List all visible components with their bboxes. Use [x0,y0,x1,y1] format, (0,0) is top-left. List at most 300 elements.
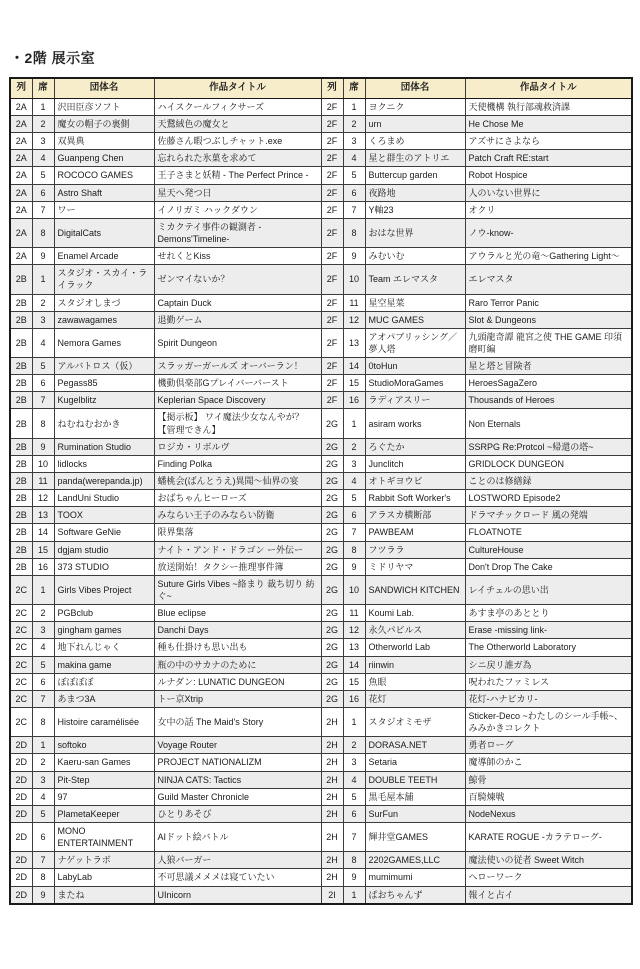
seat-number-right: 7 [343,201,365,218]
group-name-left: LabyLab [54,869,154,886]
group-name-right: ぱおちゃんず [365,886,465,904]
work-title-right: Don't Drop The Cake [465,558,632,575]
group-name-right: おはな世界 [365,218,465,247]
work-title-left: ルナダン: LUNATIC DUNGEON [154,673,321,690]
seat-number-left: 6 [32,823,54,852]
row-column-right: 2F [321,294,343,311]
seat-number-left: 8 [32,869,54,886]
row-column-left: 2B [10,265,32,294]
work-title-left: UInicorn [154,886,321,904]
row-column-left: 2A [10,150,32,167]
work-title-left: 不可思議メメメは寝ていたい [154,869,321,886]
work-title-left: おばちゃんヒーローズ [154,490,321,507]
row-column-left: 2B [10,455,32,472]
exhibitor-table [9,77,633,905]
table-row [10,218,632,247]
work-title-right: Slot & Dungeons [465,311,632,328]
table-row [10,294,632,311]
row-column-right: 2G [321,524,343,541]
row-column-left: 2C [10,605,32,622]
seat-number-left: 4 [32,788,54,805]
header-group-left: 団体名 [54,78,154,98]
row-column-right: 2G [321,575,343,604]
header-seat-left: 席 [32,78,54,98]
group-name-left: スタジオ・スカイ・ライラック [54,265,154,294]
seat-number-left: 8 [32,409,54,438]
row-column-left: 2C [10,622,32,639]
work-title-left: Blue eclipse [154,605,321,622]
row-column-left: 2C [10,708,32,737]
row-column-left: 2B [10,409,32,438]
table-row [10,622,632,639]
group-name-right: アオパブリッシング／夢人塔 [365,328,465,357]
table-body [10,98,632,903]
work-title-left: ロジカ・リボルヴ [154,438,321,455]
page-title: ・2階 展示室 [10,50,96,66]
row-column-left: 2A [10,201,32,218]
work-title-right: Patch Craft RE:start [465,150,632,167]
group-name-left: Rumination Studio [54,438,154,455]
work-title-right: Thousands of Heroes [465,392,632,409]
table-row [10,150,632,167]
work-title-right: Robot Hospice [465,167,632,184]
seat-number-right: 2 [343,438,365,455]
seat-number-left: 7 [32,392,54,409]
row-column-left: 2B [10,490,32,507]
work-title-right: LOSTWORD Episode2 [465,490,632,507]
row-column-left: 2B [10,375,32,392]
row-column-right: 2G [321,507,343,524]
seat-number-left: 4 [32,639,54,656]
table-row [10,115,632,132]
row-column-right: 2F [321,218,343,247]
row-column-left: 2C [10,690,32,707]
header-col-right: 列 [321,78,343,98]
table-row [10,673,632,690]
seat-number-right: 1 [343,98,365,115]
group-name-left: Guanpeng Chen [54,150,154,167]
row-column-right: 2G [321,558,343,575]
row-column-left: 2B [10,524,32,541]
seat-number-left: 8 [32,708,54,737]
table-row [10,438,632,455]
row-column-right: 2F [321,115,343,132]
seat-number-right: 5 [343,788,365,805]
group-name-right: Rabbit Soft Worker's [365,490,465,507]
row-column-right: 2F [321,201,343,218]
seat-number-right: 13 [343,639,365,656]
group-name-left: Astro Shaft [54,184,154,201]
group-name-right: urn [365,115,465,132]
seat-number-right: 8 [343,541,365,558]
seat-number-left: 9 [32,886,54,904]
group-name-right: オトギヨウビ [365,473,465,490]
row-column-right: 2H [321,708,343,737]
group-name-left: TOOX [54,507,154,524]
work-title-right: SSRPG Re:Protcol ~帰還の塔~ [465,438,632,455]
work-title-right: 花灯-ハナビカリ- [465,690,632,707]
row-column-left: 2C [10,575,32,604]
work-title-left: 瓶の中のサカナのために [154,656,321,673]
group-name-right: SurFun [365,805,465,822]
table-row [10,605,632,622]
table-row [10,558,632,575]
seat-number-right: 1 [343,708,365,737]
group-name-left: Pegass85 [54,375,154,392]
work-title-right: 鯨骨 [465,771,632,788]
group-name-right: 永久パビルス [365,622,465,639]
row-column-left: 2D [10,771,32,788]
row-column-right: 2G [321,473,343,490]
group-name-left: Pit-Step [54,771,154,788]
seat-number-right: 15 [343,673,365,690]
group-name-left: lidlocks [54,455,154,472]
seat-number-right: 5 [343,167,365,184]
group-name-left: 373 STUDIO [54,558,154,575]
group-name-right: DOUBLE TEETH [365,771,465,788]
row-column-right: 2G [321,438,343,455]
row-column-left: 2B [10,473,32,490]
group-name-left: Girls Vibes Project [54,575,154,604]
row-column-right: 2G [321,673,343,690]
group-name-right: Team エレマスタ [365,265,465,294]
group-name-right: StudioMoraGames [365,375,465,392]
work-title-right: CultureHouse [465,541,632,558]
row-column-right: 2F [321,133,343,150]
row-column-left: 2C [10,656,32,673]
row-column-right: 2F [321,98,343,115]
group-name-right: 星空星菜 [365,294,465,311]
work-title-right: 魔法使いの従者 Sweet Witch [465,852,632,869]
header-seat-right: 席 [343,78,365,98]
group-name-right: 輝井堂GAMES [365,823,465,852]
row-column-left: 2B [10,328,32,357]
row-column-right: 2F [321,375,343,392]
seat-number-left: 4 [32,150,54,167]
seat-number-right: 6 [343,184,365,201]
work-title-right: 百騎煉戦 [465,788,632,805]
seat-number-right: 2 [343,737,365,754]
group-name-right: Setaria [365,754,465,771]
group-name-right: ラディアスリー [365,392,465,409]
work-title-left: ひとりあそび [154,805,321,822]
work-title-left: トー京Xtrip [154,690,321,707]
group-name-left: 双異典 [54,133,154,150]
seat-number-right: 11 [343,294,365,311]
seat-number-left: 11 [32,473,54,490]
group-name-right: 花灯 [365,690,465,707]
work-title-right: オクリ [465,201,632,218]
table-row [10,392,632,409]
row-column-right: 2F [321,311,343,328]
row-column-left: 2D [10,737,32,754]
work-title-left: Danchi Days [154,622,321,639]
work-title-right: あすま亭のあととり [465,605,632,622]
row-column-right: 2G [321,541,343,558]
table-row [10,805,632,822]
work-title-right: 天使機構 執行部魂救済課 [465,98,632,115]
seat-number-right: 9 [343,248,365,265]
work-title-right: 勇者ローグ [465,737,632,754]
seat-number-left: 1 [32,98,54,115]
work-title-left: スラッガーガールズ オーバーラン！ [154,358,321,375]
seat-number-right: 7 [343,524,365,541]
group-name-left: DigitalCats [54,218,154,247]
row-column-right: 2H [321,771,343,788]
group-name-left: MONO ENTERTAINMENT [54,823,154,852]
seat-number-left: 5 [32,167,54,184]
row-column-left: 2B [10,358,32,375]
work-title-left: PROJECT NATIONALIZM [154,754,321,771]
work-title-right: Erase -missing link- [465,622,632,639]
group-name-right: 星と群生のアトリエ [365,150,465,167]
group-name-right: SANDWICH KITCHEN [365,575,465,604]
row-column-right: 2F [321,184,343,201]
work-title-right: 九頭龍奇譚 龍宮之使 THE GAME 印須磨町編 [465,328,632,357]
seat-number-right: 14 [343,358,365,375]
group-name-left: PGBclub [54,605,154,622]
seat-number-right: 9 [343,558,365,575]
seat-number-right: 16 [343,392,365,409]
row-column-left: 2D [10,869,32,886]
table-row [10,98,632,115]
row-column-left: 2D [10,754,32,771]
row-column-right: 2H [321,869,343,886]
group-name-right: Junclitch [365,455,465,472]
table-row [10,265,632,294]
work-title-right: HeroesSagaZero [465,375,632,392]
group-name-right: アラスカ横断部 [365,507,465,524]
table-row [10,788,632,805]
work-title-left: 人狼バーガー [154,852,321,869]
group-name-right: Y軸23 [365,201,465,218]
work-title-right: FLOATNOTE [465,524,632,541]
row-column-left: 2B [10,507,32,524]
group-name-left: ねむねむおかき [54,409,154,438]
seat-number-left: 1 [32,265,54,294]
row-column-left: 2B [10,541,32,558]
row-column-right: 2G [321,656,343,673]
seat-number-right: 1 [343,886,365,904]
row-column-right: 2F [321,265,343,294]
table-row [10,133,632,150]
group-name-left: makina game [54,656,154,673]
seat-number-left: 4 [32,328,54,357]
table-row [10,455,632,472]
row-column-left: 2A [10,167,32,184]
seat-number-left: 8 [32,218,54,247]
seat-number-left: 5 [32,656,54,673]
seat-number-left: 3 [32,133,54,150]
group-name-right: くろまめ [365,133,465,150]
work-title-right: エレマスタ [465,265,632,294]
seat-number-right: 4 [343,771,365,788]
work-title-left: NINJA CATS: Tactics [154,771,321,788]
group-name-left: 沢田臣彦ソフト [54,98,154,115]
row-column-left: 2A [10,133,32,150]
group-name-left: 魔女の帽子の裏側 [54,115,154,132]
work-title-left: 忘れられた氷菓を求めて [154,150,321,167]
row-column-right: 2H [321,823,343,852]
work-title-left: 天鵞絨色の魔女と [154,115,321,132]
seat-number-right: 12 [343,311,365,328]
group-name-right: 黒毛屋本舗 [365,788,465,805]
table-row [10,869,632,886]
work-title-right: 星と塔と冒険者 [465,358,632,375]
seat-number-left: 15 [32,541,54,558]
work-title-left: 女中の話 The Maid's Story [154,708,321,737]
work-title-right: KARATE ROGUE -カラテローグ- [465,823,632,852]
group-name-left: gingham games [54,622,154,639]
work-title-right: He Chose Me [465,115,632,132]
table-row [10,248,632,265]
row-column-right: 2H [321,805,343,822]
row-column-left: 2D [10,886,32,904]
header-title-left: 作品タイトル [154,78,321,98]
work-title-left: 退勤ゲーム [154,311,321,328]
group-name-right: Buttercup garden [365,167,465,184]
table-row [10,754,632,771]
table-row [10,886,632,904]
row-column-left: 2B [10,294,32,311]
work-title-left: Keplerian Space Discovery [154,392,321,409]
work-title-left: みならい王子のみならい防衛 [154,507,321,524]
seat-number-right: 8 [343,218,365,247]
work-title-right: ヘローワーク [465,869,632,886]
row-column-right: 2F [321,150,343,167]
seat-number-left: 1 [32,737,54,754]
seat-number-right: 15 [343,375,365,392]
work-title-left: Guild Master Chronicle [154,788,321,805]
row-column-right: 2H [321,754,343,771]
row-column-right: 2G [321,605,343,622]
seat-number-right: 16 [343,690,365,707]
row-column-right: 2F [321,248,343,265]
group-name-right: mumimumi [365,869,465,886]
group-name-right: 魚眼 [365,673,465,690]
row-column-right: 2F [321,358,343,375]
seat-number-right: 14 [343,656,365,673]
group-name-left: あまつ3A [54,690,154,707]
work-title-right: ドラマチックロード 風の発端 [465,507,632,524]
seat-number-left: 7 [32,201,54,218]
seat-number-right: 4 [343,473,365,490]
group-name-left: PlametaKeeper [54,805,154,822]
seat-number-left: 2 [32,115,54,132]
work-title-left: ハイスクールフィクサーズ [154,98,321,115]
seat-number-left: 7 [32,852,54,869]
group-name-left: ワー [54,201,154,218]
work-title-left: ミカクテイ事件の観測者 -Demons'Timeline- [154,218,321,247]
page [0,48,640,905]
seat-number-left: 16 [32,558,54,575]
work-title-left: 種も仕掛けも思い出も [154,639,321,656]
seat-number-left: 12 [32,490,54,507]
row-column-right: 2H [321,788,343,805]
row-column-left: 2B [10,558,32,575]
table-row [10,328,632,357]
group-name-right: MUC GAMES [365,311,465,328]
row-column-left: 2B [10,392,32,409]
seat-number-left: 9 [32,438,54,455]
table-row [10,473,632,490]
work-title-left: イノリガミ ハックダウン [154,201,321,218]
group-name-right: ろぐたか [365,438,465,455]
work-title-left: 佐藤さん暇つぶしチャット.exe [154,133,321,150]
group-name-left: panda(werepanda.jp) [54,473,154,490]
table-row [10,507,632,524]
seat-number-left: 1 [32,575,54,604]
group-name-left: アルバトロス（仮） [54,358,154,375]
seat-number-right: 1 [343,409,365,438]
seat-number-left: 2 [32,754,54,771]
seat-number-left: 14 [32,524,54,541]
group-name-left: Histoire caramélisée [54,708,154,737]
row-column-right: 2F [321,167,343,184]
row-column-right: 2H [321,737,343,754]
group-name-right: DORASA.NET [365,737,465,754]
work-title-left: 機動倶楽部Gプレイバーバースト [154,375,321,392]
header-col-left: 列 [10,78,32,98]
group-name-left: ROCOCO GAMES [54,167,154,184]
row-column-right: 2G [321,690,343,707]
seat-number-right: 4 [343,150,365,167]
table-row [10,771,632,788]
group-name-right: PAWBEAM [365,524,465,541]
work-title-left: Suture Girls Vibes ~絡まり 裁ち切り 紡ぐ~ [154,575,321,604]
work-title-right: レイチェルの思い出 [465,575,632,604]
work-title-left: 【掲示板】 ワイ魔法少女なんやが？【管理できん】 [154,409,321,438]
table-row [10,184,632,201]
work-title-left: Finding Polka [154,455,321,472]
row-column-right: 2G [321,455,343,472]
row-column-left: 2D [10,788,32,805]
seat-number-left: 6 [32,673,54,690]
group-name-right: 0toHun [365,358,465,375]
row-column-right: 2G [321,409,343,438]
seat-number-left: 3 [32,771,54,788]
seat-number-right: 11 [343,605,365,622]
table-row [10,167,632,184]
seat-number-left: 10 [32,455,54,472]
group-name-left: Kugelblitz [54,392,154,409]
row-column-left: 2B [10,438,32,455]
work-title-right: ノウ-know- [465,218,632,247]
work-title-right: ことのは修繕録 [465,473,632,490]
group-name-right: Otherworld Lab [365,639,465,656]
work-title-left: ナイト・アンド・ドラゴン ー外伝ー [154,541,321,558]
row-column-left: 2A [10,115,32,132]
group-name-right: みむいむ [365,248,465,265]
work-title-right: シニ戻リ誰ガ為 [465,656,632,673]
work-title-right: 魔導師のかこ [465,754,632,771]
table-row [10,690,632,707]
group-name-left: ナゲットラボ [54,852,154,869]
table-row [10,524,632,541]
work-title-left: Captain Duck [154,294,321,311]
seat-number-left: 13 [32,507,54,524]
table-row [10,708,632,737]
row-column-left: 2D [10,852,32,869]
seat-number-right: 8 [343,852,365,869]
work-title-right: 人のいない世界に [465,184,632,201]
seat-number-left: 6 [32,375,54,392]
group-name-right: Koumi Lab. [365,605,465,622]
seat-number-right: 9 [343,869,365,886]
table-row [10,490,632,507]
seat-number-left: 7 [32,690,54,707]
seat-number-right: 10 [343,575,365,604]
